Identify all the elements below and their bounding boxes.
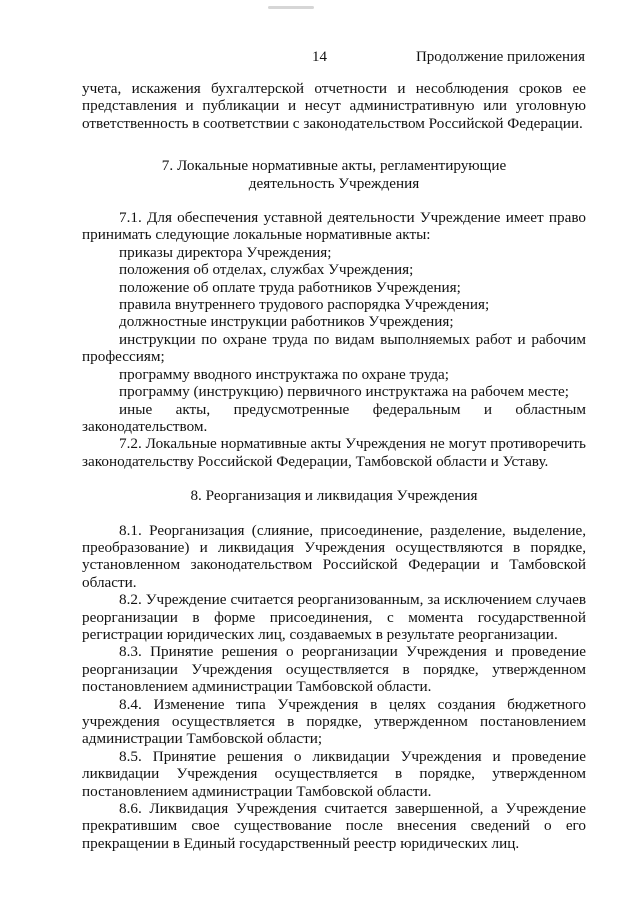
- list-item: иные акты, предусмотренные федеральным и областным законодательством.: [82, 400, 586, 435]
- appendix-continuation-note: Продолжение приложения: [415, 49, 585, 65]
- document-body: [82, 80, 586, 852]
- list-item: инструкции по охране труда по видам выполняемых работ и рабочим профессиям;: [82, 330, 586, 366]
- page-header: [0, 49, 639, 69]
- list-item: программу вводного инструктажа по охране труда;: [119, 365, 450, 383]
- continuation-paragraph: учета, искажения бухгалтерской отчетности и несоблюдения сроков ее представления и публикации и несут административную или уголовную ответственность в соответствии с законодательством Российской Федерации.: [82, 80, 586, 132]
- paragraph-8-3: 8.3. Принятие решения о реорганизации Учреждения и проведение реорганизации Учреждения осуществляется в порядке, утвержденном постановлением администрации Тамбовской области.: [82, 643, 586, 696]
- paragraph-7-2: 7.2. Локальные нормативные акты Учреждения не могут противоречить законодательству Российской Федерации, Тамбовской области и Уставу.: [82, 435, 586, 470]
- list-item: положение об оплате труда работников Учреждения;: [119, 278, 461, 296]
- paragraph-8-2: 8.2. Учреждение считается реорганизованным, за исключением случаев реорганизации в форме присоединения, с момента государственной регистрации юридических лиц, создаваемых в результате реорганизации.: [82, 591, 586, 643]
- scan-artifact: [268, 6, 314, 9]
- paragraph-8-1: 8.1. Реорганизация (слияние, присоединение, разделение, выделение, преобразование) и ликвидация Учреждения осуществляются в порядке, установленном законодательством Российской Федерации и Тамбовской области.: [82, 521, 586, 591]
- list-item: положения об отделах, службах Учреждения;: [119, 261, 414, 279]
- list-item: должностные инструкции работников Учреждения;: [119, 313, 454, 331]
- paragraph-8-6: 8.6. Ликвидация Учреждения считается завершенной, а Учреждение прекратившим свое существование после внесения сведений о его прекращении в Единый государственный реестр юридических лиц.: [82, 800, 586, 852]
- list-item: приказы директора Учреждения;: [119, 243, 332, 261]
- section-7-heading: 7. Локальные нормативные акты, регламентирующие деятельность Учреждения: [161, 157, 507, 192]
- page-number: 14: [312, 49, 327, 65]
- local-acts-list: [82, 244, 586, 435]
- section-8-heading: 8. Реорганизация и ликвидация Учреждения: [190, 487, 478, 505]
- paragraph-8-5: 8.5. Принятие решения о ликвидации Учреждения и проведение ликвидации Учреждения осуществляется в порядке, утвержденном постановлением администрации Тамбовской области.: [82, 747, 586, 800]
- paragraph-8-4: 8.4. Изменение типа Учреждения в целях создания бюджетного учреждения осуществляется в порядке, утвержденном постановлением администрации Тамбовской области;: [82, 695, 586, 748]
- list-item: правила внутреннего трудового распорядка Учреждения;: [119, 296, 490, 314]
- paragraph-7-1: 7.1. Для обеспечения уставной деятельности Учреждение имеет право принимать следующие локальные нормативные акты:: [82, 209, 586, 244]
- list-item: программу (инструкцию) первичного инструктажа на рабочем месте;: [119, 383, 569, 401]
